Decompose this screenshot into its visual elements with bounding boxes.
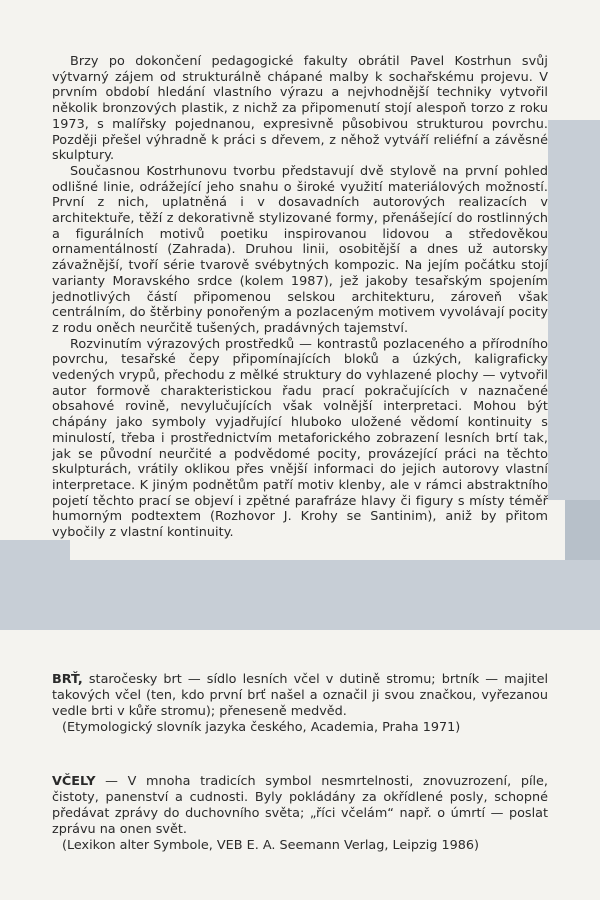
article-body [52, 54, 548, 541]
background-shape [548, 120, 600, 500]
paragraph: Současnou Kostrhunovu tvorbu představují dvě stylově na první pohled odlišné linie, odrážející jeho snahu o široké využití materiálových možností. První z nich, uplatněná i v dosavadních autorových realizacích v architektuře, těží z dekorativně stylizované formy, přenášející do rostlinných a figurálních motivů poetiku inspirovanou lidovou a středověkou ornamentálností (Zahrada). Druhou linii, osobitější a dnes už autorsky závažnější, tvoří série tvarově svébytných kompozic. Na jejím počátku stojí varianty Moravského srdce (kolem 1987), jež jakoby tesařským spojením jednotlivých částí připomenou selskou architekturu, zároveň však centrálním, do štěrbiny ponořeným a pozlaceným motivem vyvolávají pocity z rodu oněch neurčitě tušených, pradávných tajemství. [52, 163, 548, 336]
background-shape [0, 540, 70, 570]
note-text: — V mnoha tradicích symbol nesmrtelnosti, znovuzrození, píle, čistoty, panenství a cudnosti. Byly pokládány za okřídlené posly, schopné předávat zprávy do duchovního světa; „říci včelám“ např. o úmrtí — poslat zprávu na onen svět. [52, 774, 548, 837]
note-term: BRŤ, [52, 672, 83, 687]
note-source: (Lexikon alter Symbole, VEB E. A. Seemann Verlag, Leipzig 1986) [62, 838, 479, 853]
note-vcely-definition [52, 774, 548, 838]
paragraph: Brzy po dokončení pedagogické fakulty obrátil Pavel Kostrhun svůj výtvarný zájem od strukturálně chápané malby k sochařskému projevu. V prvním období hledání vlastního výrazu a nejvhodnější techniky vytvořil několik bronzových plastik, z nichž za připomenutí stojí alespoň torzo z roku 1973, s malířsky pojednanou, expresivně působivou strukturou povrchu. Později přešel výhradně k práci s dřevem, z něhož vytváří reliéfní a závěsné skulptury. [52, 54, 548, 164]
note-brt-definition [52, 672, 548, 720]
note-vcely [52, 774, 548, 854]
note-text: staročesky brt — sídlo lesních včel v dutině stromu; brtník — majitel takových včel (ten, kdo první brť našel a označil ji svou značkou, vyřezanou vedle brti v kůře stromu); přeneseně medvěd. [52, 672, 548, 719]
note-term: VČELY [52, 774, 96, 789]
paragraph: Rozvinutím výrazových prostředků — kontrastů pozlaceného a přírodního povrchu, tesařské čepy připomínajících bloků a úzkých, kaligraficky vedených vrypů, přechodu z mělké struktury do vyhlazené plochy — vytvořil autor formově charakteristickou řadu prací pokračujících v naznačené obsahové rovině, nevylučujících však volnější interpretaci. Mohou být chápány jako symboly vyjadřující hluboko uložené vědomí kontinuity s minulostí, třeba i prostřednictvím metaforického zobrazení lesních brtí tak, jak se původní neurčité a podvědomé pocity, provázející práci na těchto skulpturách, vrátily oklikou přes vnější informaci do jejich autorovy vlastní interpretace. K jiným podnětům patří motiv klenby, ale v rámci abstraktního pojetí těchto prací se objeví i zpětné parafráze hlavy či figury s místy téměř humorným podtextem (Rozhovor J. Krohy se Santinim), aniž by přitom vybočily z vlastní kontinuity. [52, 336, 548, 541]
note-source: (Etymologický slovník jazyka českého, Academia, Praha 1971) [62, 720, 461, 735]
note-brt [52, 672, 548, 736]
background-shape [0, 560, 600, 630]
